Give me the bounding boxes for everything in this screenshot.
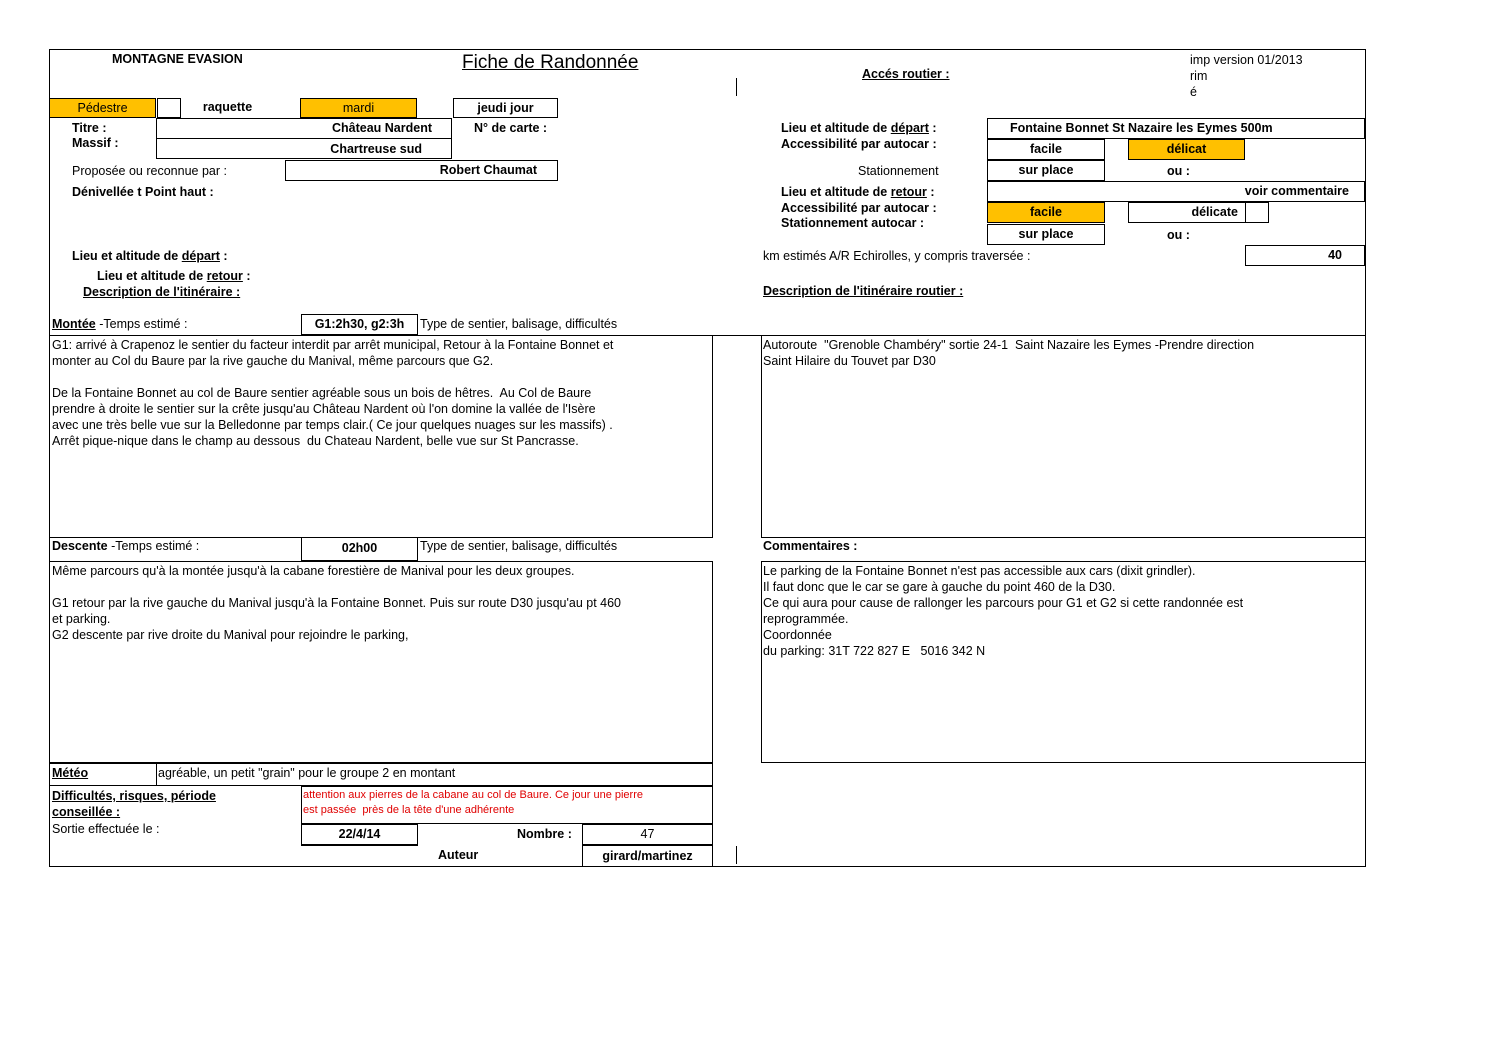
montee-label: Montée -Temps estimé : [52, 317, 188, 331]
descente-sentier-label: Type de sentier, balisage, difficultés [420, 539, 618, 553]
sortie-date: 22/4/14 [301, 824, 418, 845]
delicat-option-1: délicat [1128, 139, 1245, 160]
carte-label: N° de carte : [474, 121, 548, 135]
access1-label: Accessibilité par autocar : [781, 137, 937, 151]
club-name: MONTAGNE EVASION [112, 52, 243, 66]
sur-place-2: sur place [987, 224, 1105, 245]
montee-sentier-label: Type de sentier, balisage, difficultés [420, 317, 618, 331]
header-tick [736, 78, 737, 96]
sur-place-1: sur place [987, 160, 1105, 181]
denivelee-label: Dénivellée t Point haut : [72, 185, 214, 199]
station2-label: Stationnement autocar : [781, 216, 925, 230]
depart-label-right: Lieu et altitude de départ : [781, 121, 937, 135]
auteur-value: girard/martinez [582, 845, 713, 867]
depart-value: Fontaine Bonnet St Nazaire les Eymes 500m [987, 118, 1365, 139]
route-text: Autoroute "Grenoble Chambéry" sortie 24-1 Saint Nazaire les Eymes -Prendre direction Saint Hilaire du Touvet par D30 [763, 338, 1255, 368]
activity-pedestre: Pédestre [49, 98, 156, 118]
page-title: Fiche de Randonnée [462, 52, 639, 73]
access2-label: Accessibilité par autocar : [781, 201, 937, 215]
titre-label: Titre : [72, 121, 107, 135]
titre-value: Château Nardent [331, 121, 432, 135]
version-line-2: rim [1190, 69, 1208, 83]
difficultes-label-2: conseillée : [52, 805, 121, 819]
descente-text: Même parcours qu'à la montée jusqu'à la cabane forestière de Manival pour les deux groupes. G1 retour par la rive gauche du Manival jusqu'à la Fontaine Bonnet. Puis sur route D30 jusqu'au pt 460 et parking. G2 descente par rive droite du Manival pour rejoindre le parking, [52, 564, 622, 642]
sortie-label: Sortie effectuée le : [52, 822, 160, 836]
nombre-label: Nombre : [517, 827, 572, 841]
activity-empty-cell [157, 98, 181, 118]
difficultes-value: attention aux pierres de la cabane au col de Baure. Ce jour une pierre est passée près de la tête d'une adhérente [303, 789, 643, 816]
version-line-1: imp version 01/2013 [1190, 53, 1303, 67]
descente-temps: 02h00 [301, 537, 418, 561]
km-label: km estimés A/R Echirolles, y compris traversée : [763, 249, 1031, 263]
commentaires-label: Commentaires : [763, 539, 858, 553]
stationnement-label: Stationnement [858, 164, 939, 178]
sortie-line [301, 845, 418, 846]
titre-divider [156, 138, 452, 139]
montee-temps: G1:2h30, g2:3h [301, 314, 418, 335]
acces-routier-label: Accés routier : [862, 67, 950, 81]
nombre-value: 47 [582, 824, 713, 845]
activity-raquette: raquette [202, 100, 253, 114]
lieu-retour-left: Lieu et altitude de retour : [97, 269, 251, 283]
facile-option-2: facile [987, 202, 1105, 223]
km-value: 40 [1245, 245, 1365, 266]
delicate-divider [1245, 202, 1246, 223]
activity-day: mardi [300, 98, 417, 118]
version-line-3: é [1190, 85, 1197, 99]
retour-label-right: Lieu et altitude de retour : [781, 185, 935, 199]
retour-value: voir commentaire [987, 181, 1365, 202]
descente-label: Descente -Temps estimé : [52, 539, 200, 553]
delicate-option-2: délicate [1128, 202, 1269, 223]
ou-2: ou : [1167, 228, 1190, 242]
meteo-divider [156, 763, 157, 786]
massif-label: Massif : [72, 136, 119, 150]
proposee-label: Proposée ou reconnue par : [72, 164, 227, 178]
footer-tick [736, 846, 737, 864]
route-description-label: Description de l'itinéraire routier : [763, 284, 964, 298]
description-label: Description de l'itinéraire : [83, 285, 241, 299]
lieu-depart-left: Lieu et altitude de départ : [72, 249, 228, 263]
meteo-label: Météo [52, 766, 89, 780]
facile-option-1: facile [987, 139, 1105, 160]
ou-1: ou : [1167, 164, 1190, 178]
activity-day-type: jeudi jour [453, 98, 558, 118]
commentaires-text: Le parking de la Fontaine Bonnet n'est pas accessible aux cars (dixit grindler). Il faut donc que le car se gare à gauche du point 460 de la D30. Ce qui aura pour cause de rallonger les parcours pour G1 et G2 si cette randonnée est reprogrammée. Coordonnée du parking: 31T 722 827 E 5016 342 N [763, 564, 1244, 658]
auteur-label: Auteur [438, 848, 479, 862]
difficultes-label-1: Difficultés, risques, période [52, 789, 216, 803]
proposee-value: Robert Chaumat [285, 160, 558, 181]
massif-value: Chartreuse sud [330, 142, 422, 156]
meteo-value: agréable, un petit "grain" pour le groupe 2 en montant [158, 766, 456, 780]
montee-text: G1: arrivé à Crapenoz le sentier du facteur interdit par arrêt municipal, Retour à la Fontaine Bonnet et monter au Col du Baure par la rive gauche du Manival, même parcours que G2. De la Fontaine Bonnet au col de Baure sentier agréable sous un bois de hêtres. Au Col de Baure prendre à droite le sentier sur la crête jusqu'au Château Nardent où l'on domine la vallée de l'Isère avec une très belle vue sur la Belledonne par temps clair.( Ce jour quelques nuages sur les massifs) . Arrêt pique-nique dans le champ au dessous du Chateau Nardent, belle vue sur St Pancrasse. [52, 338, 614, 448]
